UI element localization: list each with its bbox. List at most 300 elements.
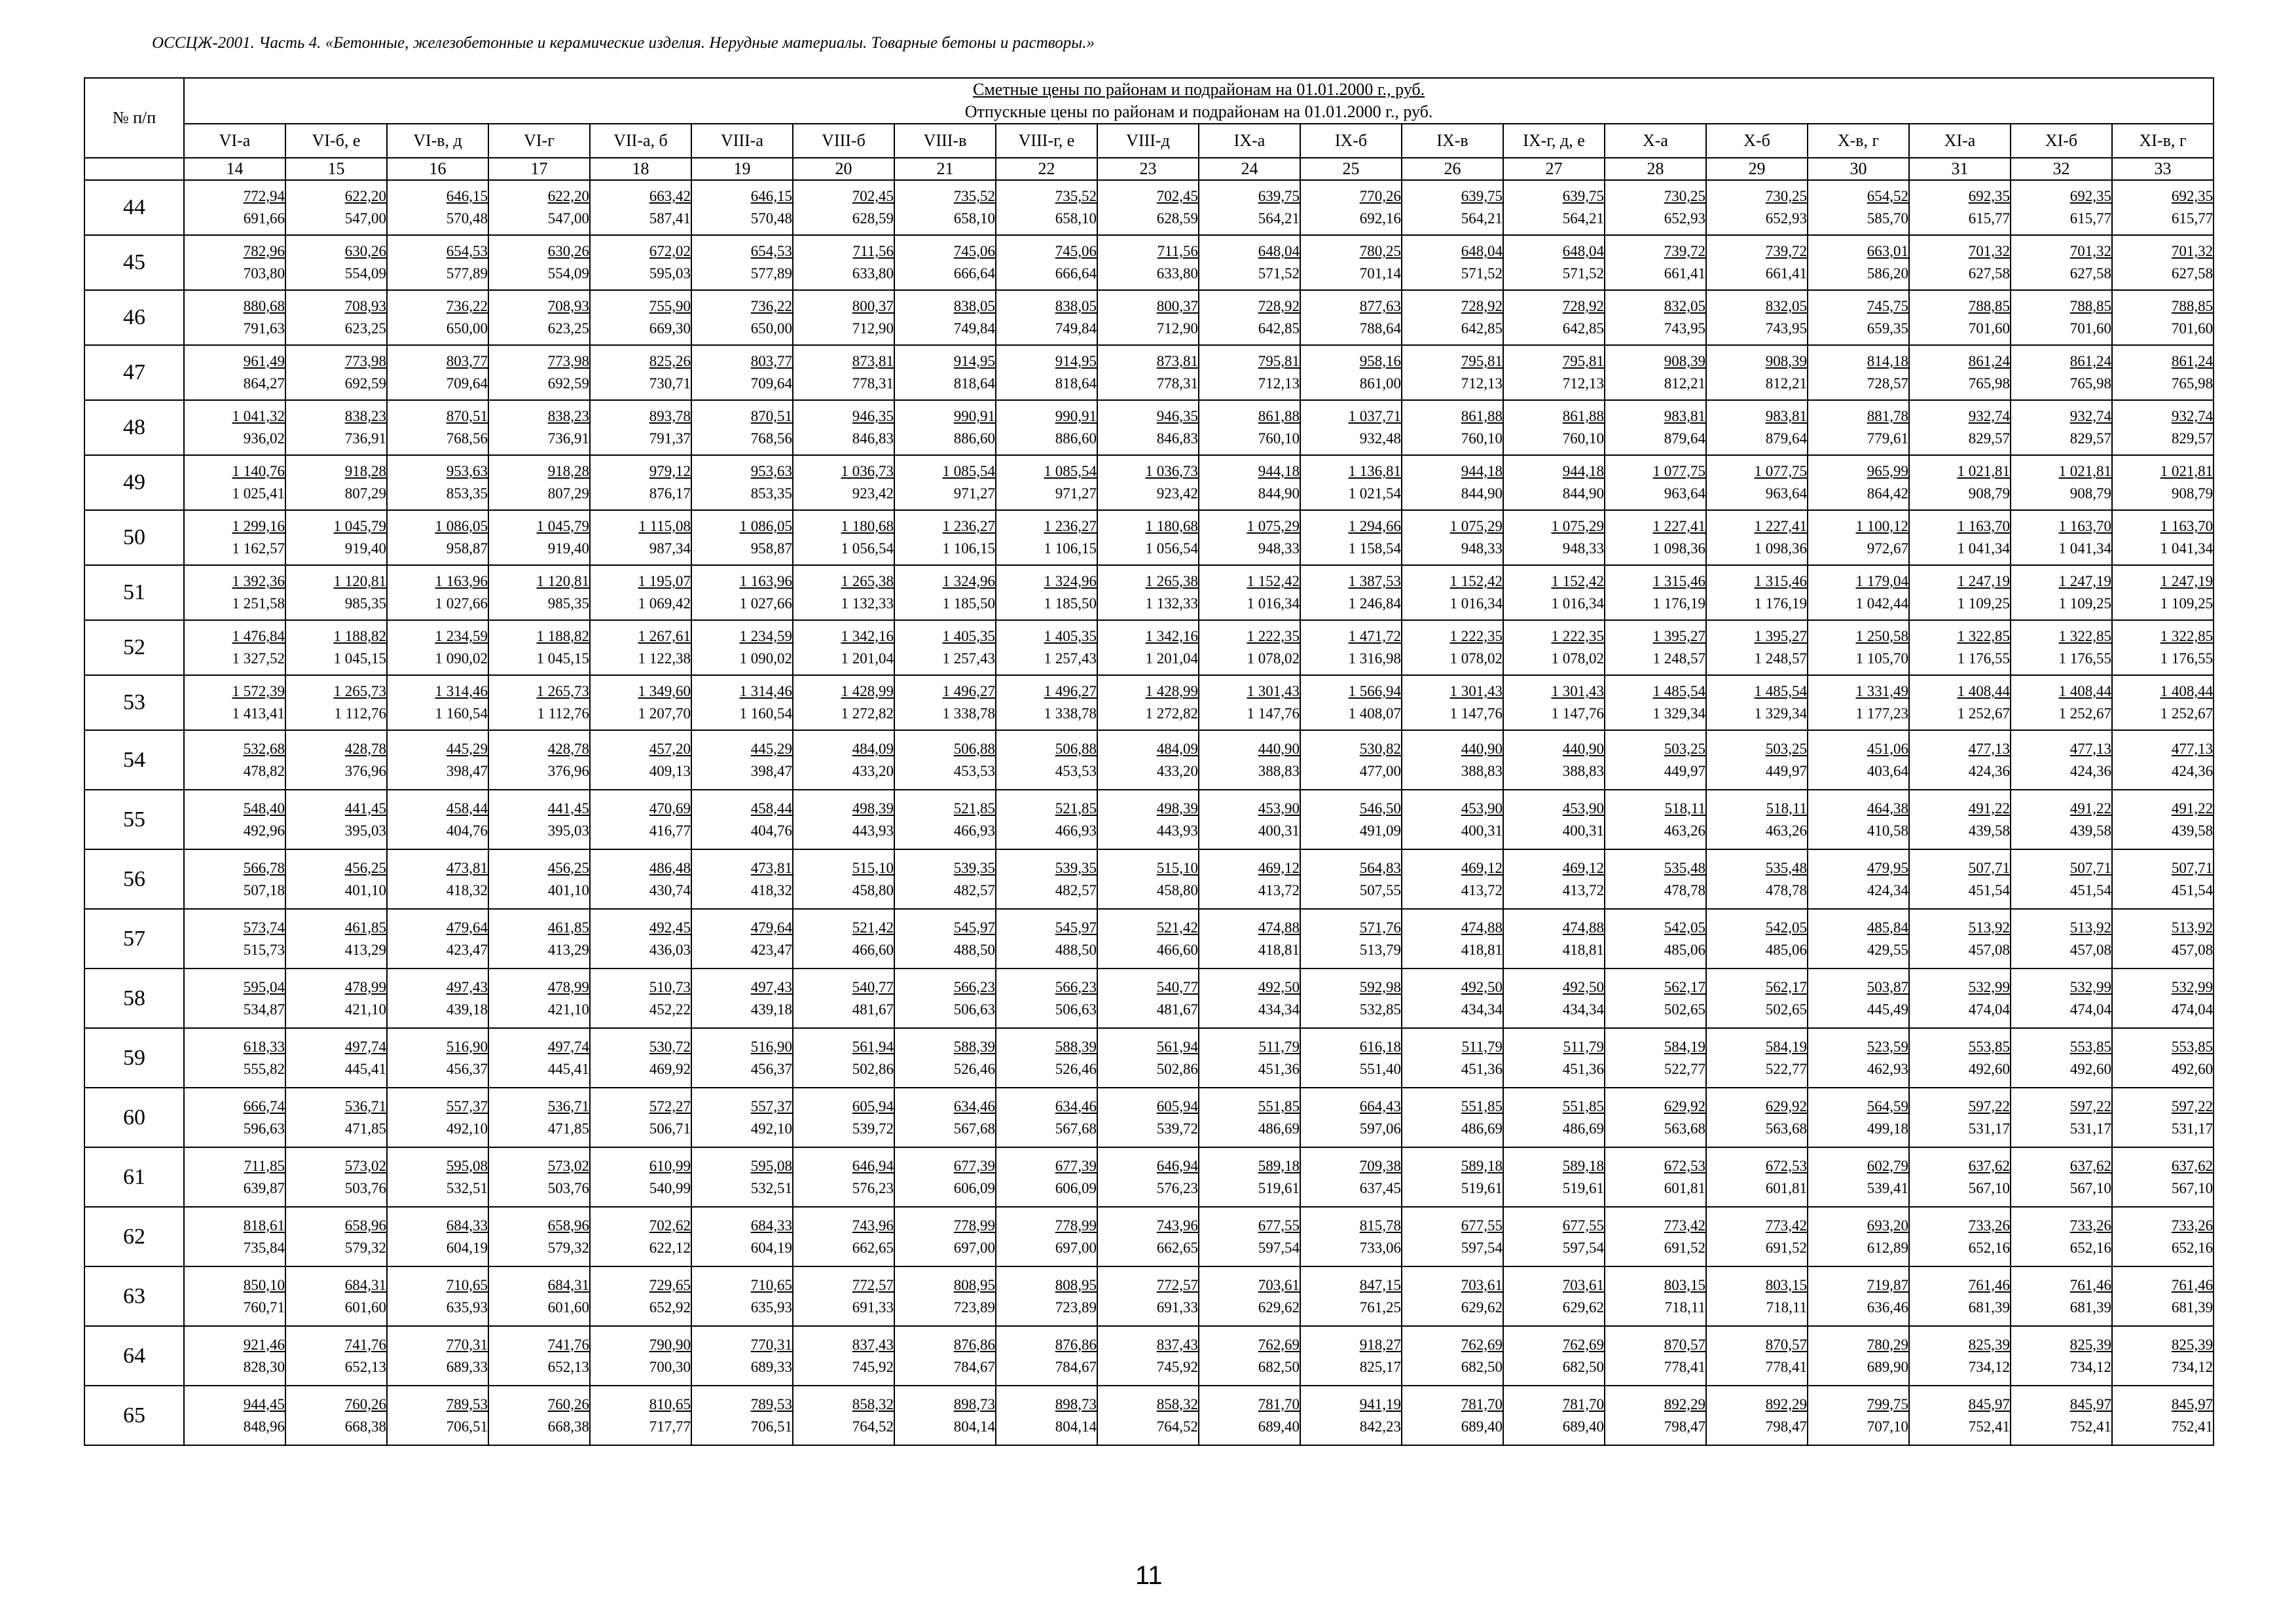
- price-cell: [1199, 180, 1300, 235]
- price-cell: [2112, 1088, 2214, 1147]
- price-cell: [691, 620, 793, 675]
- release-price: 706,51: [446, 1418, 488, 1435]
- price-cell: [590, 1266, 691, 1326]
- estimate-price: 639,75: [1258, 188, 1300, 204]
- estimate-price: 1 267,61: [638, 628, 691, 644]
- estimate-price: 1 301,43: [1247, 683, 1300, 699]
- release-price: 503,76: [547, 1179, 589, 1196]
- price-cell: [996, 620, 1097, 675]
- price-cell: [1909, 565, 2011, 620]
- price-cell: [894, 1326, 996, 1386]
- release-price: 567,10: [2069, 1179, 2111, 1196]
- price-cell: [2112, 1326, 2214, 1386]
- release-price: 400,31: [1461, 822, 1503, 839]
- estimate-price: 1 195,07: [638, 573, 691, 589]
- row-number: 60: [84, 1088, 184, 1147]
- estimate-price: 861,24: [2069, 353, 2111, 369]
- estimate-price: 663,01: [1867, 243, 1908, 259]
- price-cell: [2011, 909, 2112, 969]
- release-price: 485,06: [1664, 941, 1705, 958]
- estimate-price: 1 075,29: [1247, 518, 1300, 534]
- price-cell: [184, 909, 285, 969]
- release-price: 844,90: [1258, 485, 1300, 502]
- price-cell: [590, 1028, 691, 1088]
- estimate-price: 1 188,82: [333, 628, 386, 644]
- price-cell: [894, 1147, 996, 1207]
- price-cell: [1808, 455, 1909, 510]
- release-price: 908,79: [1968, 485, 2010, 502]
- release-price: 692,59: [547, 375, 589, 392]
- price-cell: [1605, 400, 1706, 455]
- release-price: 807,29: [344, 485, 386, 502]
- price-cell: [996, 849, 1097, 909]
- price-cell: [996, 790, 1097, 849]
- column-number: 20: [793, 158, 894, 180]
- estimate-price: 736,22: [446, 298, 488, 314]
- estimate-price: 646,15: [750, 188, 792, 204]
- estimate-price: 1 227,41: [1652, 518, 1705, 534]
- estimate-price: 781,70: [1258, 1395, 1300, 1412]
- release-price: 778,41: [1765, 1358, 1807, 1375]
- price-cell: [1402, 969, 1503, 1028]
- region-header: VIII-д: [1097, 124, 1199, 158]
- release-price: 765,98: [2069, 375, 2111, 392]
- estimate-price: 572,27: [649, 1098, 691, 1115]
- estimate-price: 654,52: [1867, 188, 1908, 204]
- release-price: 734,12: [2171, 1358, 2214, 1375]
- price-cell: [1503, 909, 1605, 969]
- price-cell: [184, 1326, 285, 1386]
- region-header: VIII-а: [691, 124, 793, 158]
- price-cell: [1808, 620, 1909, 675]
- estimate-price: 701,32: [2069, 243, 2111, 259]
- release-price: 633,80: [1156, 265, 1198, 282]
- price-cell: [590, 510, 691, 565]
- price-cell: [1402, 730, 1503, 790]
- release-price: 791,37: [649, 430, 691, 447]
- price-cell: [285, 510, 387, 565]
- estimate-price: 814,18: [1867, 353, 1908, 369]
- estimate-price: 1 428,99: [1145, 683, 1198, 699]
- estimate-price: 733,26: [1968, 1217, 2010, 1234]
- release-price: 554,09: [344, 265, 386, 282]
- release-price: 423,47: [750, 941, 792, 958]
- release-price: 376,96: [547, 762, 589, 779]
- release-price: 629,62: [1461, 1299, 1503, 1316]
- release-price: 481,67: [1156, 1001, 1198, 1018]
- release-price: 576,23: [1156, 1179, 1198, 1196]
- release-price: 531,17: [2171, 1120, 2214, 1137]
- release-price: 1 041,34: [2058, 540, 2111, 557]
- price-cell: [1808, 235, 1909, 290]
- estimate-price: 1 315,46: [1652, 573, 1705, 589]
- estimate-price: 702,45: [1156, 188, 1198, 204]
- release-price: 764,52: [852, 1418, 894, 1435]
- row-number: 46: [84, 290, 184, 345]
- release-price: 804,14: [953, 1418, 995, 1435]
- estimate-price: 873,81: [1156, 353, 1198, 369]
- estimate-price: 781,70: [1562, 1395, 1604, 1412]
- price-cell: [1199, 620, 1300, 675]
- release-price: 963,64: [1765, 485, 1807, 502]
- price-cell: [1402, 400, 1503, 455]
- release-price: 451,36: [1461, 1060, 1503, 1077]
- release-price: 466,60: [1156, 941, 1198, 958]
- price-cell: [387, 235, 488, 290]
- price-cell: [1808, 849, 1909, 909]
- estimate-price: 588,39: [1055, 1038, 1097, 1055]
- estimate-price: 646,15: [446, 188, 488, 204]
- price-cell: [1706, 909, 1808, 969]
- estimate-price: 709,38: [1359, 1157, 1401, 1174]
- release-price: 424,36: [2171, 762, 2214, 779]
- price-cell: [590, 620, 691, 675]
- estimate-price: 516,90: [750, 1038, 792, 1055]
- estimate-price: 703,61: [1461, 1276, 1503, 1293]
- release-price: 886,60: [1055, 430, 1097, 447]
- release-price: 1 160,54: [435, 705, 488, 722]
- region-header: IX-а: [1199, 124, 1300, 158]
- price-cell: [1909, 1088, 2011, 1147]
- price-cell: [285, 400, 387, 455]
- estimate-price: 770,31: [446, 1336, 488, 1353]
- estimate-price: 728,92: [1258, 298, 1300, 314]
- price-cell: [2011, 1266, 2112, 1326]
- estimate-price: 521,42: [1156, 919, 1198, 936]
- estimate-price: 539,35: [953, 859, 995, 876]
- estimate-price: 464,38: [1867, 800, 1908, 817]
- estimate-price: 445,29: [750, 740, 792, 757]
- release-price: 1 185,50: [1044, 595, 1097, 612]
- release-price: 492,60: [2171, 1060, 2214, 1077]
- release-price: 612,89: [1867, 1239, 1908, 1256]
- price-cell: [184, 1028, 285, 1088]
- price-cell: [590, 790, 691, 849]
- release-price: 639,87: [243, 1179, 285, 1196]
- price-cell: [1706, 510, 1808, 565]
- estimate-price: 741,76: [547, 1336, 589, 1353]
- release-price: 846,83: [852, 430, 894, 447]
- price-cell: [1706, 675, 1808, 730]
- price-cell: [2112, 565, 2214, 620]
- price-cell: [184, 620, 285, 675]
- price-cell: [2112, 790, 2214, 849]
- release-price: 507,55: [1359, 881, 1401, 898]
- title-smeta: Сметные цены по районам и подрайонам на 01.01.2000 г., руб.: [972, 80, 1425, 99]
- estimate-price: 592,98: [1359, 978, 1401, 995]
- estimate-price: 837,43: [852, 1336, 894, 1353]
- estimate-price: 892,29: [1765, 1395, 1807, 1412]
- release-price: 689,40: [1461, 1418, 1503, 1435]
- estimate-price: 602,79: [1867, 1157, 1908, 1174]
- row-number: 58: [84, 969, 184, 1028]
- release-price: 466,93: [953, 822, 995, 839]
- release-price: 642,85: [1258, 320, 1300, 337]
- release-price: 513,79: [1359, 941, 1401, 958]
- price-cell: [894, 565, 996, 620]
- price-cell: [1605, 969, 1706, 1028]
- estimate-price: 1 236,27: [1044, 518, 1097, 534]
- estimate-price: 548,40: [243, 800, 285, 817]
- estimate-price: 876,86: [953, 1336, 995, 1353]
- estimate-price: 530,82: [1359, 740, 1401, 757]
- price-cell: [1199, 1326, 1300, 1386]
- estimate-price: 498,39: [852, 800, 894, 817]
- release-price: 410,58: [1867, 822, 1908, 839]
- release-price: 1 316,98: [1348, 650, 1401, 667]
- price-cell: [1300, 180, 1402, 235]
- price-cell: [1909, 675, 2011, 730]
- price-cell: [387, 675, 488, 730]
- price-cell: [2112, 290, 2214, 345]
- table-row: [84, 345, 2214, 400]
- estimate-price: 564,59: [1867, 1098, 1908, 1115]
- estimate-price: 457,20: [649, 740, 691, 757]
- estimate-price: 838,05: [953, 298, 995, 314]
- release-price: 413,72: [1461, 881, 1503, 898]
- estimate-price: 708,93: [344, 298, 386, 314]
- price-cell: [590, 235, 691, 290]
- release-price: 948,33: [1461, 540, 1503, 557]
- release-price: 622,12: [649, 1239, 691, 1256]
- release-price: 421,10: [344, 1001, 386, 1018]
- column-number: 28: [1605, 158, 1706, 180]
- release-price: 597,54: [1258, 1239, 1300, 1256]
- release-price: 539,72: [852, 1120, 894, 1137]
- table-row: [84, 565, 2214, 620]
- estimate-price: 506,88: [1055, 740, 1097, 757]
- price-cell: [894, 1266, 996, 1326]
- release-price: 879,64: [1765, 430, 1807, 447]
- release-price: 1 025,41: [232, 485, 285, 502]
- estimate-price: 692,35: [2069, 188, 2111, 204]
- estimate-price: 815,78: [1359, 1217, 1401, 1234]
- price-cell: [1503, 790, 1605, 849]
- price-cell: [1199, 1266, 1300, 1326]
- release-price: 709,64: [750, 375, 792, 392]
- price-cell: [488, 1088, 590, 1147]
- price-cell: [488, 1147, 590, 1207]
- price-cell: [2112, 455, 2214, 510]
- estimate-price: 735,52: [1055, 188, 1097, 204]
- estimate-price: 1 077,75: [1652, 463, 1705, 479]
- estimate-price: 584,19: [1765, 1038, 1807, 1055]
- price-cell: [590, 909, 691, 969]
- estimate-price: 735,52: [953, 188, 995, 204]
- price-cell: [1605, 1326, 1706, 1386]
- region-header: X-в, г: [1808, 124, 1909, 158]
- estimate-price: 530,72: [649, 1038, 691, 1055]
- price-cell: [1097, 730, 1199, 790]
- column-number-empty: [84, 158, 184, 180]
- estimate-price: 672,53: [1664, 1157, 1705, 1174]
- price-cell: [1300, 455, 1402, 510]
- release-price: 502,86: [852, 1060, 894, 1077]
- estimate-price: 730,25: [1664, 188, 1705, 204]
- estimate-price: 1 322,85: [2058, 628, 2111, 644]
- price-cell: [488, 1028, 590, 1088]
- price-cell: [894, 510, 996, 565]
- estimate-price: 870,51: [750, 408, 792, 424]
- price-cell: [793, 180, 894, 235]
- price-cell: [996, 565, 1097, 620]
- price-cell: [1503, 290, 1605, 345]
- price-cell: [691, 675, 793, 730]
- release-price: 436,03: [649, 941, 691, 958]
- estimate-price: 605,94: [852, 1098, 894, 1115]
- release-price: 1 078,02: [1449, 650, 1503, 667]
- price-cell: [1706, 730, 1808, 790]
- estimate-price: 469,12: [1562, 859, 1604, 876]
- release-price: 439,58: [2171, 822, 2214, 839]
- price-cell: [1808, 565, 1909, 620]
- region-header: VI-а: [184, 124, 285, 158]
- price-cell: [691, 1326, 793, 1386]
- estimate-price: 692,35: [1968, 188, 2010, 204]
- price-cell: [590, 1207, 691, 1266]
- release-price: 628,59: [852, 210, 894, 227]
- estimate-price: 684,33: [446, 1217, 488, 1234]
- release-price: 736,91: [547, 430, 589, 447]
- table-row: [84, 510, 2214, 565]
- price-cell: [488, 620, 590, 675]
- estimate-price: 847,15: [1359, 1276, 1401, 1293]
- column-number: 33: [2112, 158, 2214, 180]
- estimate-price: 518,11: [1766, 800, 1807, 817]
- release-price: 1 112,76: [537, 705, 589, 722]
- price-cell: [2112, 235, 2214, 290]
- region-header-row: [84, 124, 2214, 158]
- price-cell: [996, 455, 1097, 510]
- estimate-price: 551,85: [1258, 1098, 1300, 1115]
- estimate-price: 818,61: [243, 1217, 285, 1234]
- release-price: 571,52: [1562, 265, 1604, 282]
- price-cell: [285, 849, 387, 909]
- estimate-price: 618,33: [243, 1038, 285, 1055]
- price-cell: [996, 345, 1097, 400]
- price-cell: [793, 675, 894, 730]
- price-cell: [184, 1207, 285, 1266]
- estimate-price: 518,11: [1664, 800, 1705, 817]
- release-price: 853,35: [446, 485, 488, 502]
- price-cell: [590, 1326, 691, 1386]
- release-price: 1 021,54: [1348, 485, 1401, 502]
- estimate-price: 629,92: [1664, 1098, 1705, 1115]
- estimate-price: 837,43: [1156, 1336, 1198, 1353]
- price-cell: [1808, 290, 1909, 345]
- price-cell: [996, 1266, 1097, 1326]
- estimate-price: 648,04: [1258, 243, 1300, 259]
- estimate-price: 958,16: [1359, 353, 1401, 369]
- release-price: 519,61: [1258, 1179, 1300, 1196]
- release-price: 451,36: [1562, 1060, 1604, 1077]
- price-cell: [1503, 565, 1605, 620]
- price-cell: [285, 790, 387, 849]
- price-cell: [488, 1326, 590, 1386]
- estimate-price: 1 324,96: [942, 573, 995, 589]
- release-price: 752,41: [2171, 1418, 2214, 1435]
- estimate-price: 1 476,84: [232, 628, 285, 644]
- estimate-price: 497,74: [547, 1038, 589, 1055]
- release-price: 492,96: [243, 822, 285, 839]
- release-price: 948,33: [1562, 540, 1604, 557]
- release-price: 1 016,34: [1551, 595, 1604, 612]
- estimate-price: 566,23: [953, 978, 995, 995]
- price-cell: [1199, 1147, 1300, 1207]
- estimate-price: 838,23: [344, 408, 386, 424]
- price-cell: [387, 1326, 488, 1386]
- price-cell: [996, 180, 1097, 235]
- estimate-price: 1 136,81: [1348, 463, 1401, 479]
- price-cell: [1097, 1326, 1199, 1386]
- release-price: 1 329,34: [1652, 705, 1705, 722]
- release-price: 735,84: [243, 1239, 285, 1256]
- price-cell: [2112, 400, 2214, 455]
- estimate-price: 639,75: [1562, 188, 1604, 204]
- release-price: 661,41: [1664, 265, 1705, 282]
- price-cell: [894, 455, 996, 510]
- release-price: 1 056,54: [841, 540, 894, 557]
- price-cell: [1300, 969, 1402, 1028]
- estimate-price: 491,22: [2069, 800, 2111, 817]
- release-price: 445,41: [547, 1060, 589, 1077]
- estimate-price: 1 485,54: [1754, 683, 1807, 699]
- price-cell: [1402, 345, 1503, 400]
- release-price: 923,42: [852, 485, 894, 502]
- price-cell: [793, 1207, 894, 1266]
- estimate-price: 456,25: [547, 859, 589, 876]
- release-price: 691,66: [243, 210, 285, 227]
- estimate-price: 511,79: [1563, 1038, 1604, 1055]
- price-cell: [1503, 400, 1605, 455]
- estimate-price: 453,90: [1258, 800, 1300, 817]
- release-price: 635,93: [750, 1299, 792, 1316]
- estimate-price: 1 265,73: [333, 683, 386, 699]
- release-price: 1 045,15: [536, 650, 589, 667]
- price-cell: [1605, 565, 1706, 620]
- price-cell: [2011, 1326, 2112, 1386]
- price-cell: [488, 180, 590, 235]
- estimate-price: 778,99: [953, 1217, 995, 1234]
- release-price: 689,40: [1562, 1418, 1604, 1435]
- estimate-price: 914,95: [953, 353, 995, 369]
- release-price: 1 248,57: [1754, 650, 1807, 667]
- estimate-price: 893,78: [649, 408, 691, 424]
- estimate-price: 1 075,29: [1449, 518, 1503, 534]
- price-cell: [2112, 1147, 2214, 1207]
- release-price: 433,20: [1156, 762, 1198, 779]
- estimate-price: 710,65: [446, 1276, 488, 1293]
- estimate-price: 440,90: [1258, 740, 1300, 757]
- estimate-price: 1 405,35: [942, 628, 995, 644]
- release-price: 418,81: [1562, 941, 1604, 958]
- estimate-price: 1 342,16: [1145, 628, 1198, 644]
- estimate-price: 1 471,72: [1348, 628, 1401, 644]
- estimate-price: 557,37: [446, 1098, 488, 1115]
- estimate-price: 703,61: [1562, 1276, 1604, 1293]
- price-cell: [1706, 620, 1808, 675]
- estimate-price: 474,88: [1461, 919, 1503, 936]
- release-price: 451,36: [1258, 1060, 1300, 1077]
- release-price: 623,25: [344, 320, 386, 337]
- release-price: 697,00: [953, 1239, 995, 1256]
- release-price: 413,72: [1258, 881, 1300, 898]
- estimate-price: 1 188,82: [536, 628, 589, 644]
- price-cell: [2011, 1028, 2112, 1088]
- price-cell: [996, 1386, 1097, 1445]
- release-price: 666,64: [953, 265, 995, 282]
- price-cell: [387, 1088, 488, 1147]
